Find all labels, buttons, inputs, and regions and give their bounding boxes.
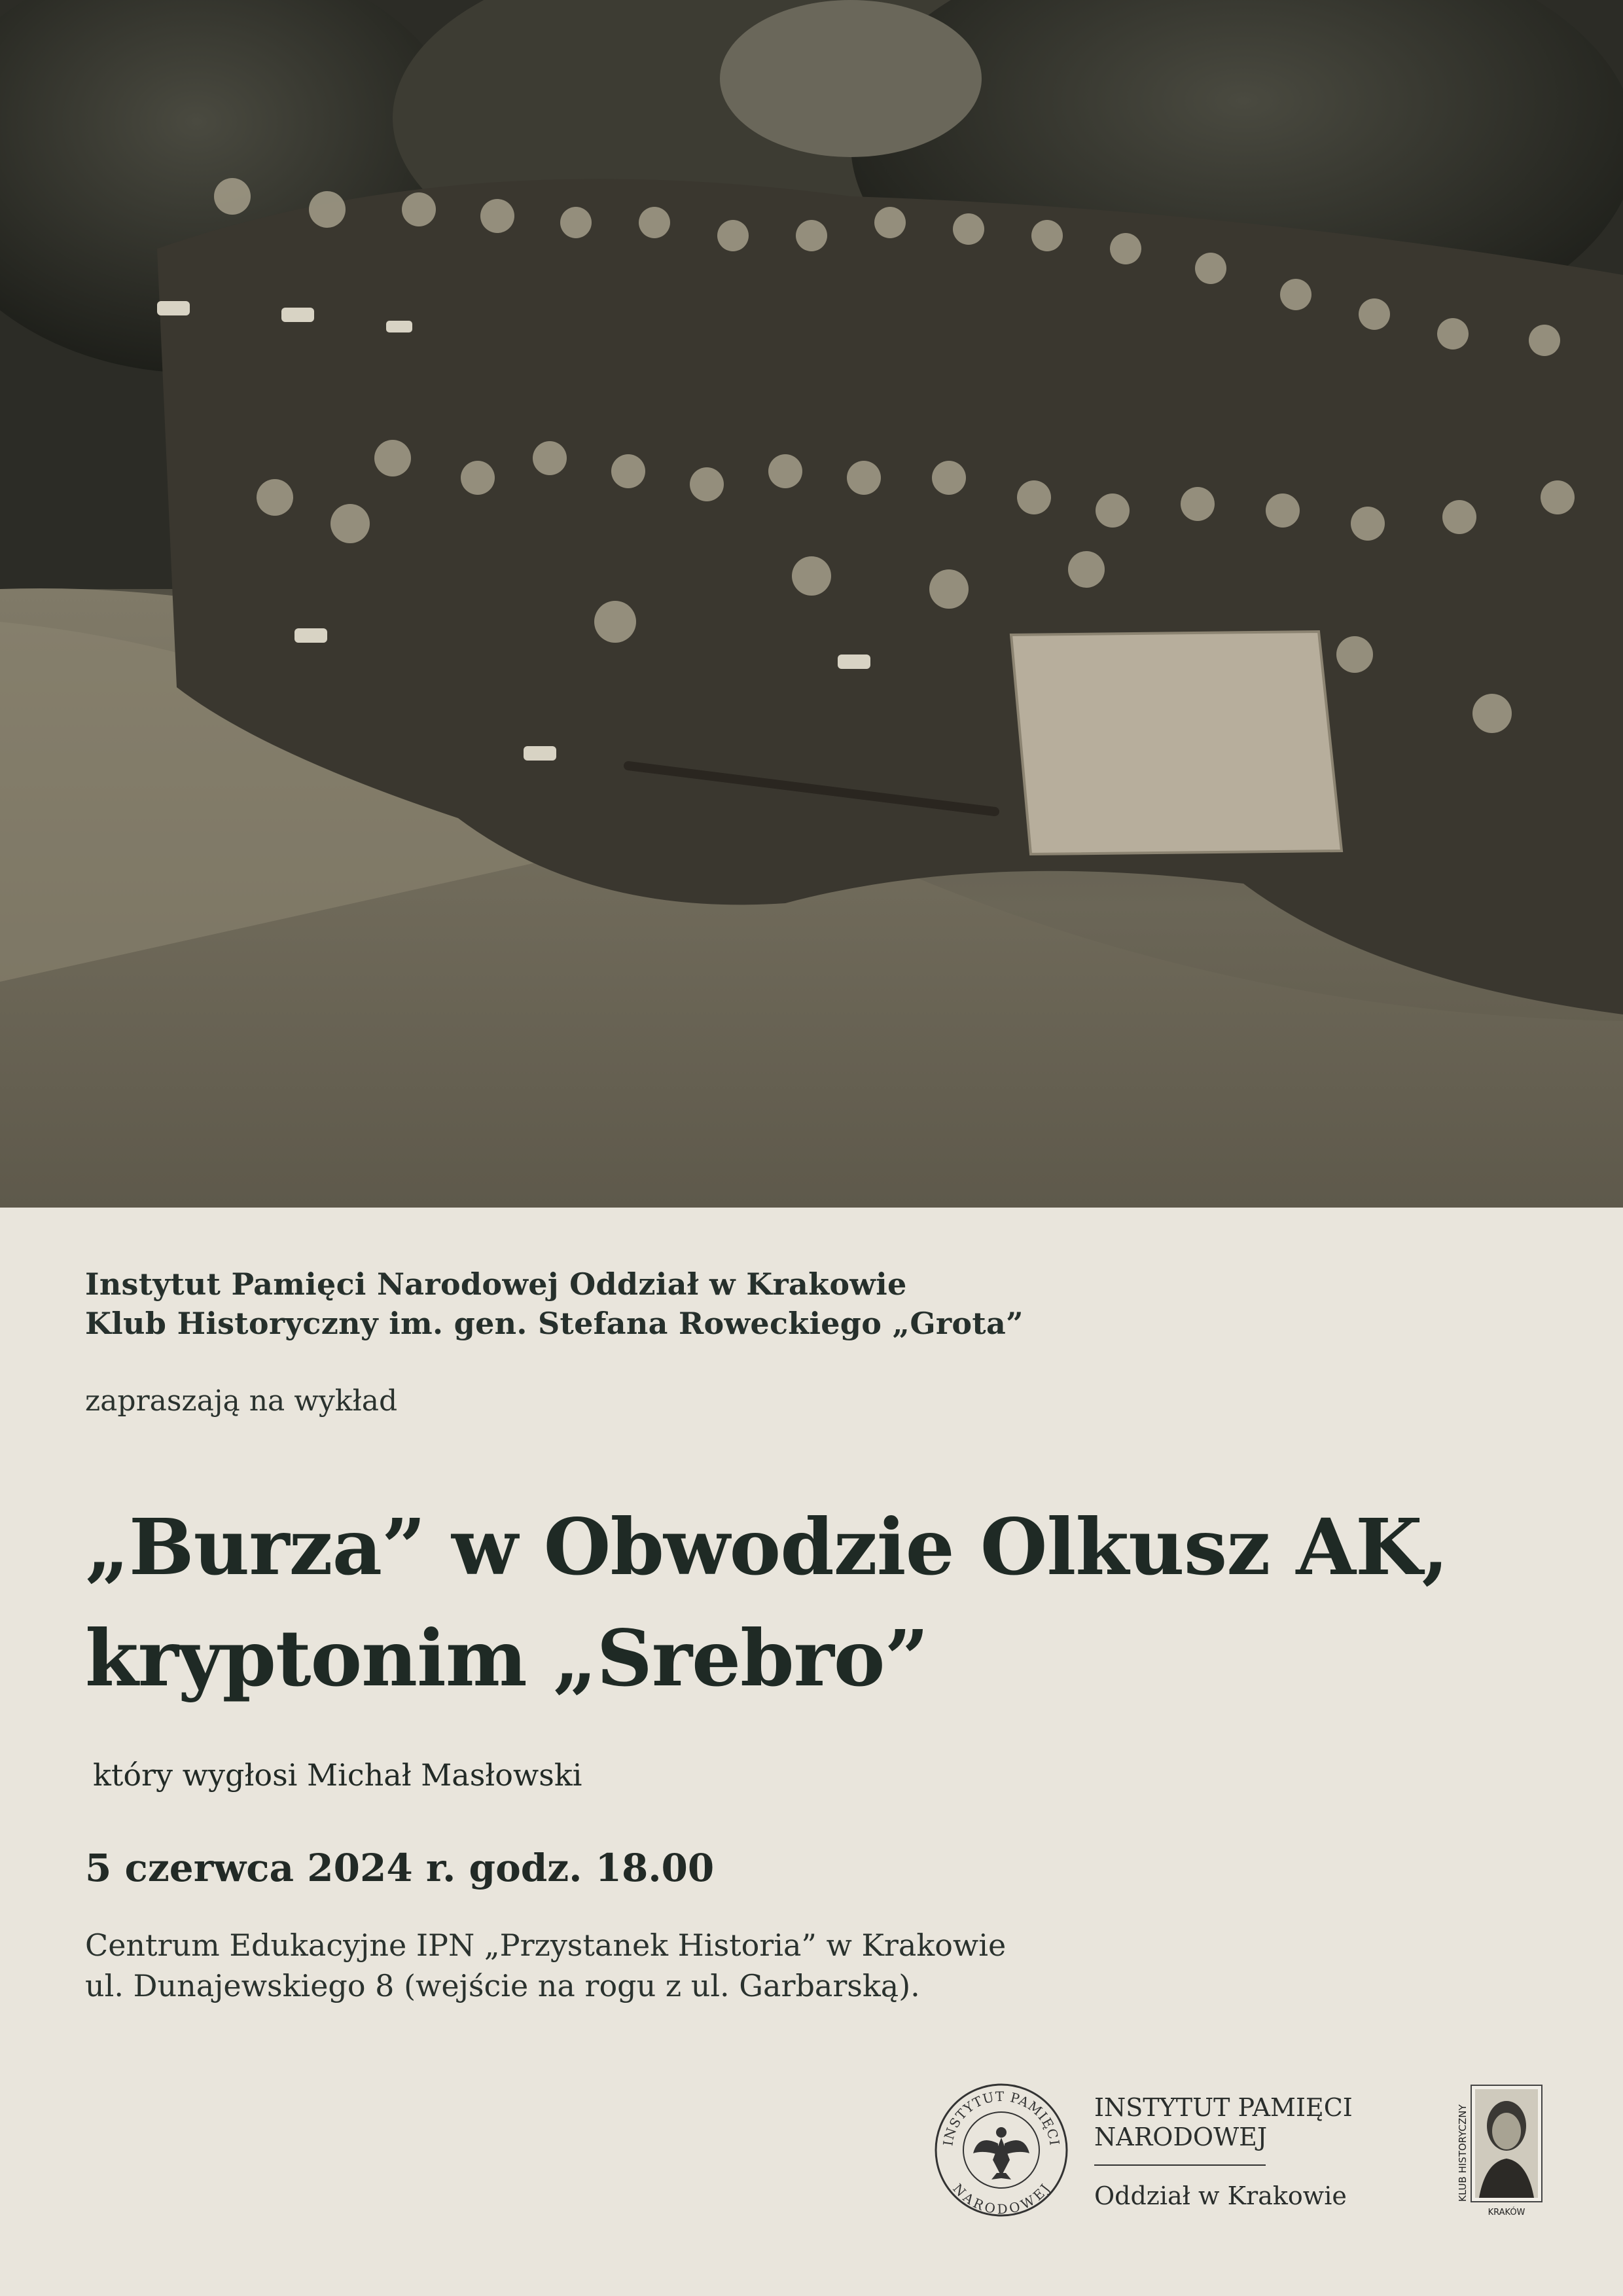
- ipn-divider: [1094, 2164, 1266, 2166]
- invite-text: zapraszają na wykład: [85, 1384, 398, 1418]
- blank-placard: [1011, 632, 1342, 854]
- ipn-name-line1: INSTYTUT PAMIĘCI: [1094, 2093, 1353, 2122]
- organizer-klub: Klub Historyczny im. gen. Stefana Roweckiego „Grota”: [85, 1306, 1024, 1341]
- seal-text-bottom: NARODOWEJ: [950, 2180, 1054, 2217]
- seal-text-top: INSTYTUT PAMIĘCI: [940, 2088, 1063, 2147]
- venue-line2: ul. Dunajewskiego 8 (wejście na rogu z ul. Garbarską).: [85, 1968, 920, 2003]
- eagle-icon: [973, 2127, 1029, 2179]
- klub-historyczny-logo: [1453, 2080, 1544, 2221]
- ipn-name-line2: NARODOWEJ: [1094, 2123, 1268, 2151]
- ipn-branch: Oddział w Krakowie: [1094, 2181, 1347, 2210]
- portrait-icon: [1475, 2089, 1538, 2198]
- ipn-seal-logo: [933, 2081, 1070, 2219]
- klub-city: KRAKÓW: [1488, 2208, 1525, 2217]
- event-datetime: 5 czerwca 2024 r. godz. 18.00: [85, 1846, 715, 1890]
- organizer-ipn: Instytut Pamięci Narodowej Oddział w Krakowie: [85, 1266, 907, 1302]
- svg-text:NARODOWEJ: [950, 2181, 1053, 2217]
- venue-line1: Centrum Edukacyjne IPN „Przystanek Historia” w Krakowie: [85, 1928, 1007, 1963]
- speaker-text: który wygłosi Michał Masłowski: [93, 1757, 582, 1793]
- lecture-title-line1: „Burza” w Obwodzie Olkusz AK,: [85, 1501, 1448, 1592]
- lecture-title-line2: kryptonim „Srebro”: [85, 1613, 929, 1704]
- klub-vertical-text: KLUB HISTORYCZNY: [1457, 2104, 1469, 2202]
